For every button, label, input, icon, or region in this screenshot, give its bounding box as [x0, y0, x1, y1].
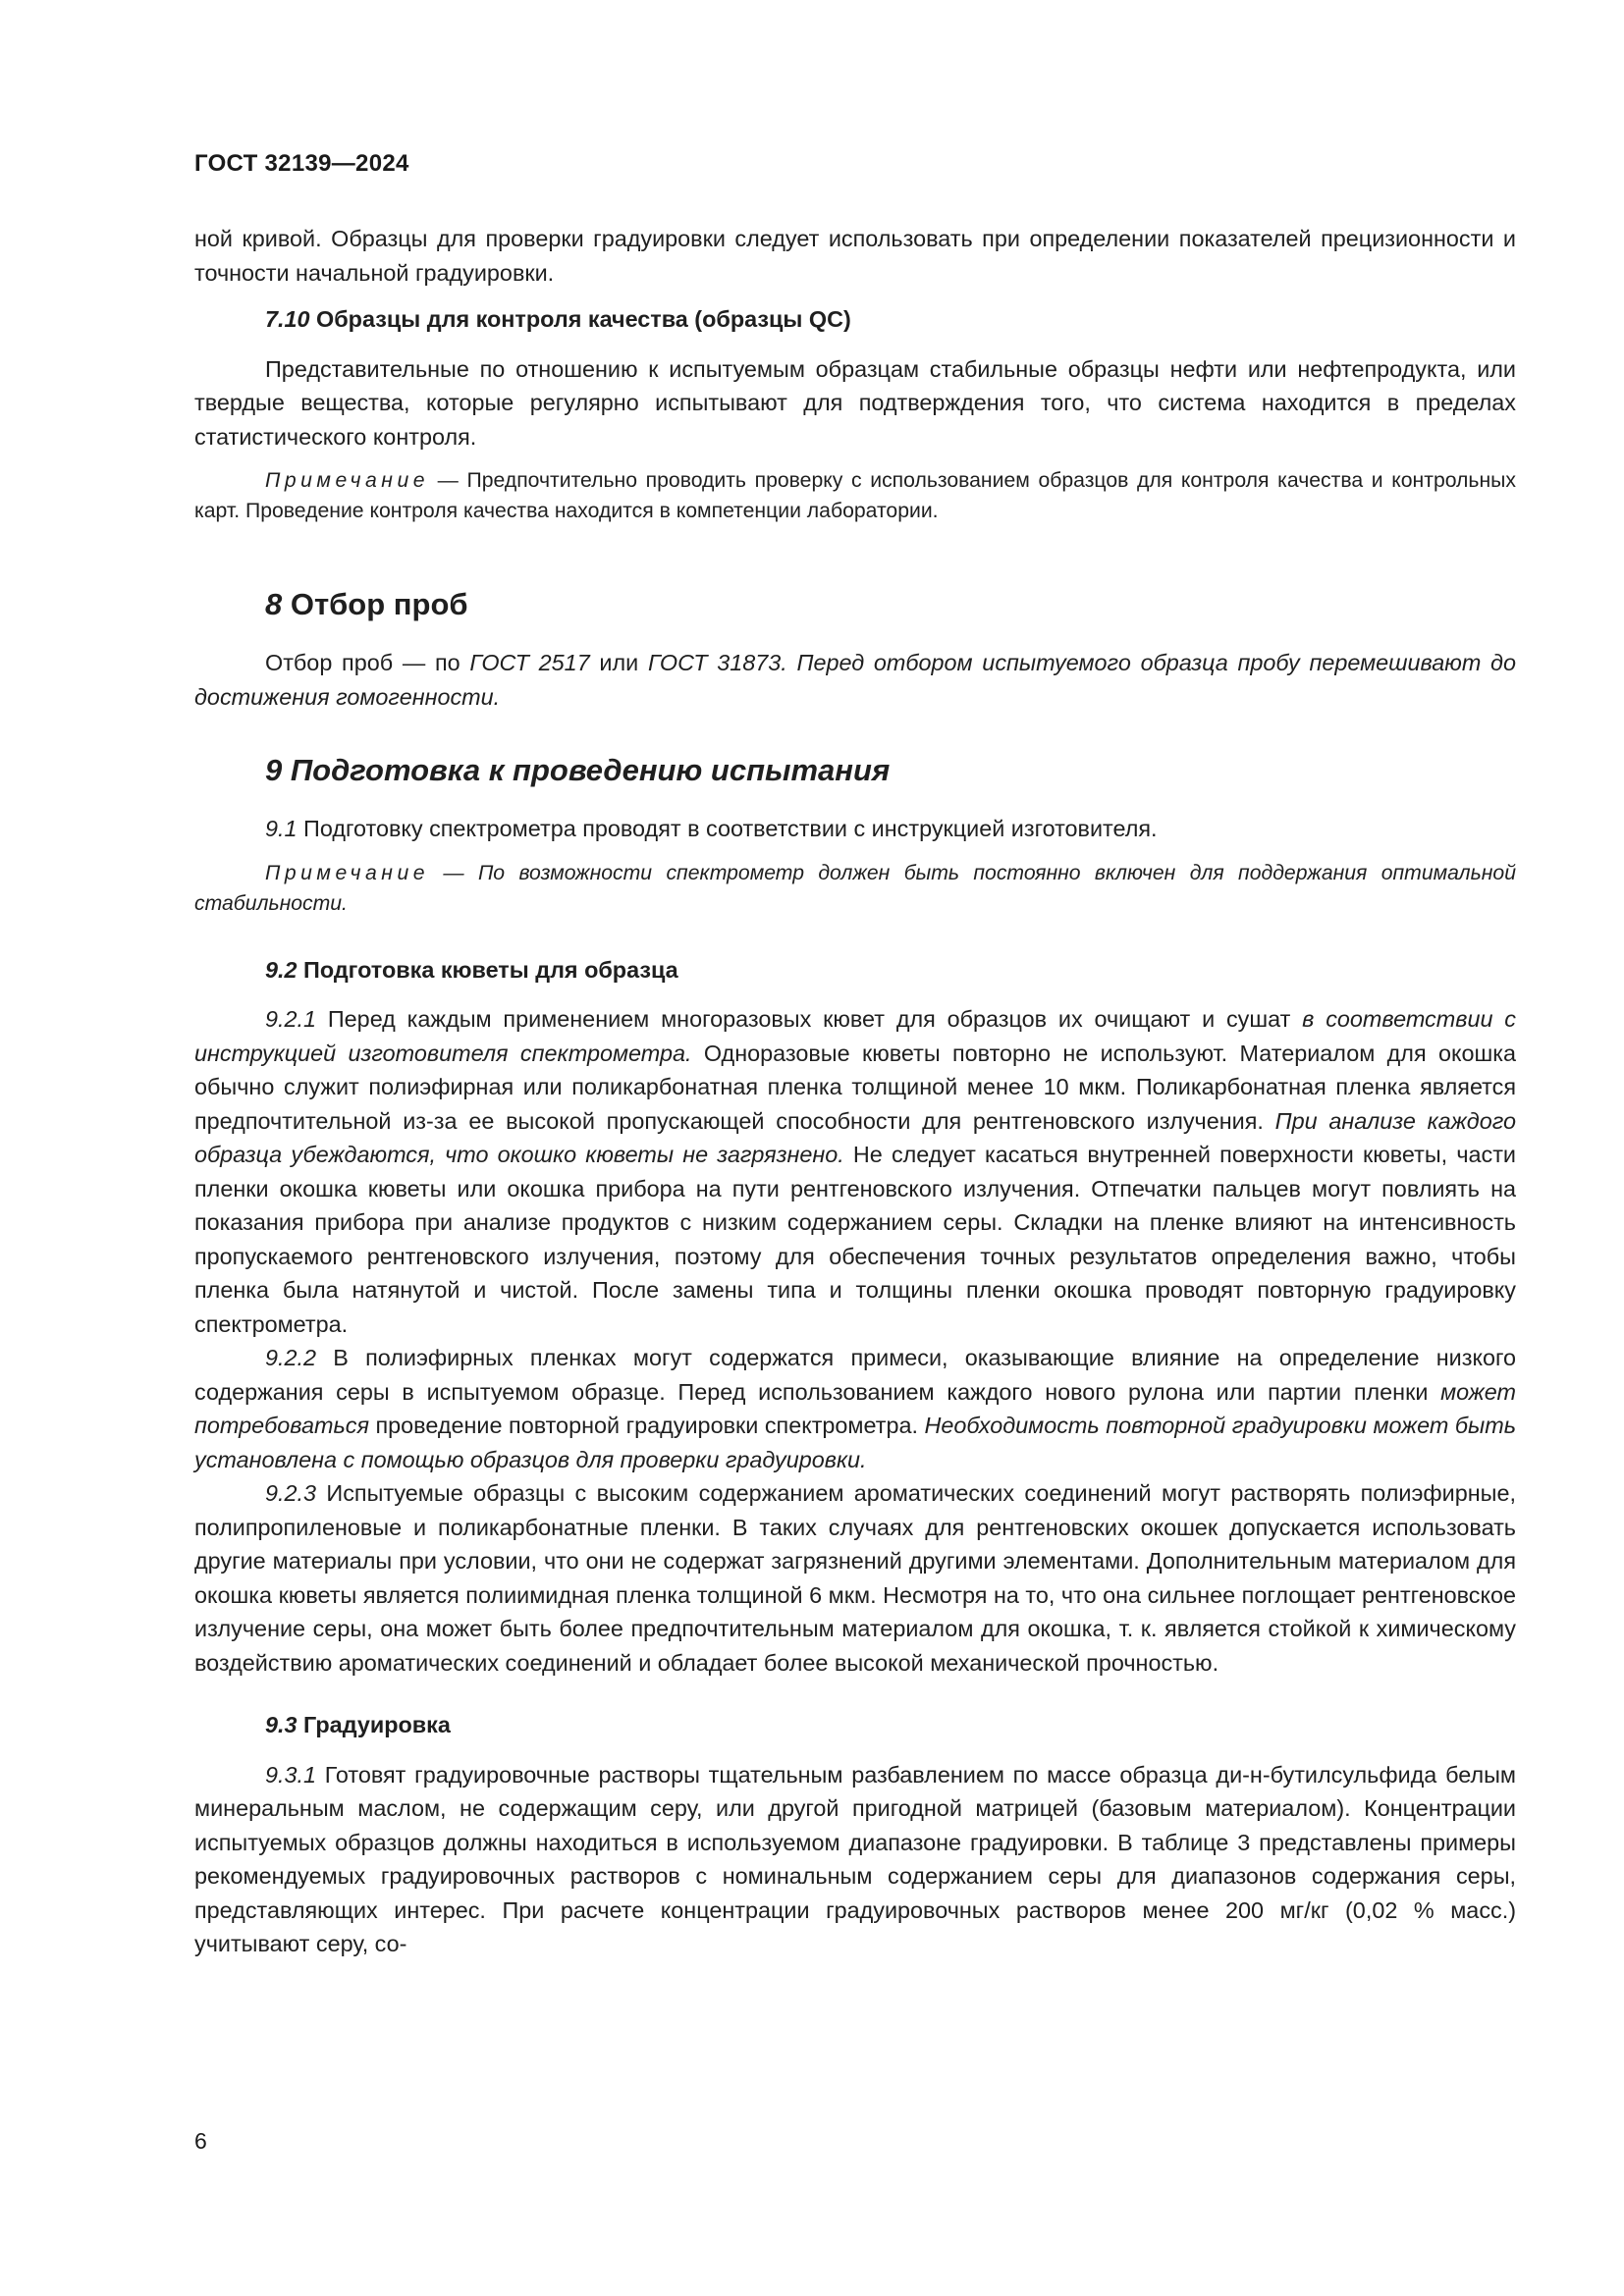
section-9-2-title: Подготовка кюветы для образца: [297, 956, 678, 983]
section-9-1-note: [194, 858, 1516, 919]
text-run: В полиэфирных пленках могут содержатся примеси, оказывающие влияние на определение низкого содержания серы в испытуемом образце. Перед использованием каждого нового рулона или партии пленки: [194, 1345, 1516, 1405]
section-8-connector: или: [589, 650, 648, 675]
text-run: Испытуемые образцы с высоким содержанием ароматических соединений могут растворять полиэфирные, полипропиленовые и поликарбонатные пленки. В таких случаях для рентгеновских окошек допускается использовать другие материалы при условии, что они не содержат загрязнений другими элементами. Дополнительным материалом для окошка кюветы является полиимидная пленка толщиной 6 мкм. Несмотря на то, что она сильнее поглощает рентгеновское излучение серы, она может быть более предпочтительным материалом для окошка, т. к. является стойкой к химическому воздействию ароматических соединений и обладает более высокой механической прочностью.: [194, 1480, 1516, 1676]
section-8-title: Отбор проб: [282, 587, 468, 621]
section-9-3-heading: [194, 1708, 1516, 1742]
section-9-3-1-paragraph: [194, 1758, 1516, 1961]
section-8-heading: [194, 585, 1516, 624]
section-8-text: Отбор проб — по: [265, 650, 470, 675]
text-run: Не следует касаться внутренней поверхности кюветы, части пленки окошка кюветы или окошка прибора на пути рентгеновского излучения. Отпечатки пальцев могут повлиять на показания прибора при анализе продуктов с низким содержанием серы. Складки на пленке влияют на интенсивность пропускаемого рентгеновского излучения, поэтому для обеспечения точных результатов определения важно, чтобы пленка была натянутой и чистой. После замены типа и толщины пленки окошка проводят повторную градуировку спектрометра.: [194, 1142, 1516, 1337]
italic-run: может потребоваться: [194, 1378, 1516, 1438]
note-text: — По возможности спектрометр должен быть постоянно включен для поддержания оптимальной стабильности.: [194, 861, 1516, 915]
section-9-3-number: 9.3: [265, 1712, 298, 1737]
section-9-3-1-number: 9.3.1: [265, 1761, 317, 1788]
italic-run: Необходимость повторной градуировки может быть установлена с помощью образцов для проверки градуировки.: [194, 1413, 1517, 1472]
section-9-1-paragraph: [194, 812, 1516, 846]
italic-run: в соответствии с инструкцией изготовителя спектрометра.: [194, 1006, 1516, 1066]
section-9-2-2-number: 9.2.2: [265, 1345, 317, 1370]
section-7-10-body: Представительные по отношению к испытуемым образцам стабильные образцы нефти или нефтепродукта, или твердые вещества, которые регулярно испытывают для подтверждения того, что система находится в пределах статистического контроля.: [194, 355, 1516, 450]
section-9-2-1-paragraph: [194, 1002, 1516, 1341]
section-9-1-text: Подготовку спектрометра проводят в соответствии с инструкцией изготовителя.: [297, 816, 1158, 841]
section-9-3-title: Градуировка: [297, 1712, 451, 1737]
section-9-2-heading: [194, 953, 1516, 988]
note-text: — Предпочтительно проводить проверку с использованием образцов для контроля качества и контрольных карт. Проведение контроля качества находится в компетенции лаборатории.: [194, 469, 1516, 522]
text-run: проведение повторной градуировки спектрометра.: [368, 1413, 925, 1438]
section-9-1-number: 9.1: [265, 816, 298, 841]
page-number: 6: [194, 2128, 207, 2154]
section-9-2-2-paragraph: [194, 1341, 1516, 1476]
section-9-2-1-number: 9.2.1: [265, 1006, 317, 1032]
section-9-heading: 9 Подготовка к проведению испытания: [265, 753, 891, 787]
text-run: Одноразовые кюветы повторно не используют. Материалом для окошка обычно служит полиэфирная или поликарбонатная пленка толщиной менее 10 мкм. Поликарбонатная пленка является предпочтительной из-за ее высокой пропускающей способности для рентгеновского излучения.: [194, 1040, 1516, 1134]
gost-2517-reference: ГОСТ 2517: [469, 650, 590, 675]
section-8-body: [194, 646, 1516, 714]
text-run: Перед каждым применением многоразовых кювет для образцов их очищают и сушат: [316, 1006, 1303, 1032]
text-run: Готовят градуировочные растворы тщательным разбавлением по массе образца ди-н-бутилсульфида белым минеральным маслом, не содержащим серу, или другой пригодной матрицей (базовым материалом). Концентрации испытуемых образцов должны находиться в используемом диапазоне градуировки. В таблице 3 представлены примеры рекомендуемых градуировочных растворов с номинальным содержанием серы для диапазонов содержания серы, представляющих интерес. При расчете концентрации градуировочных растворов менее 200 мг/кг (0,02 % масс.) учитывают серу, со-: [194, 1761, 1516, 1956]
section-7-10-title: Образцы для контроля качества (образцы QC): [309, 306, 851, 332]
note-label: Примечание: [265, 469, 430, 492]
section-7-10-heading: [194, 302, 1516, 337]
note-label: Примечание: [265, 861, 430, 884]
section-8-number: 8: [265, 587, 283, 621]
intro-paragraph: ной кривой. Образцы для проверки градуировки следует использовать при определении показателей прецизионности и точности начальной градуировки.: [194, 226, 1516, 286]
section-9-2-number: 9.2: [265, 956, 298, 983]
gost-31873-reference: ГОСТ 31873. Перед отбором испытуемого образца пробу перемешивают до достижения гомогенности.: [194, 650, 1516, 710]
document-body: [194, 222, 1516, 1961]
document-header: ГОСТ 32139—2024: [194, 150, 409, 177]
section-9-2-3-number: 9.2.3: [265, 1480, 317, 1506]
section-7-10-note: [194, 465, 1516, 526]
section-9-2-3-paragraph: [194, 1476, 1516, 1680]
italic-run: При анализе каждого образца убеждаются, что окошко кюветы не загрязнено.: [194, 1107, 1516, 1167]
section-7-10-number: 7.10: [265, 306, 310, 332]
